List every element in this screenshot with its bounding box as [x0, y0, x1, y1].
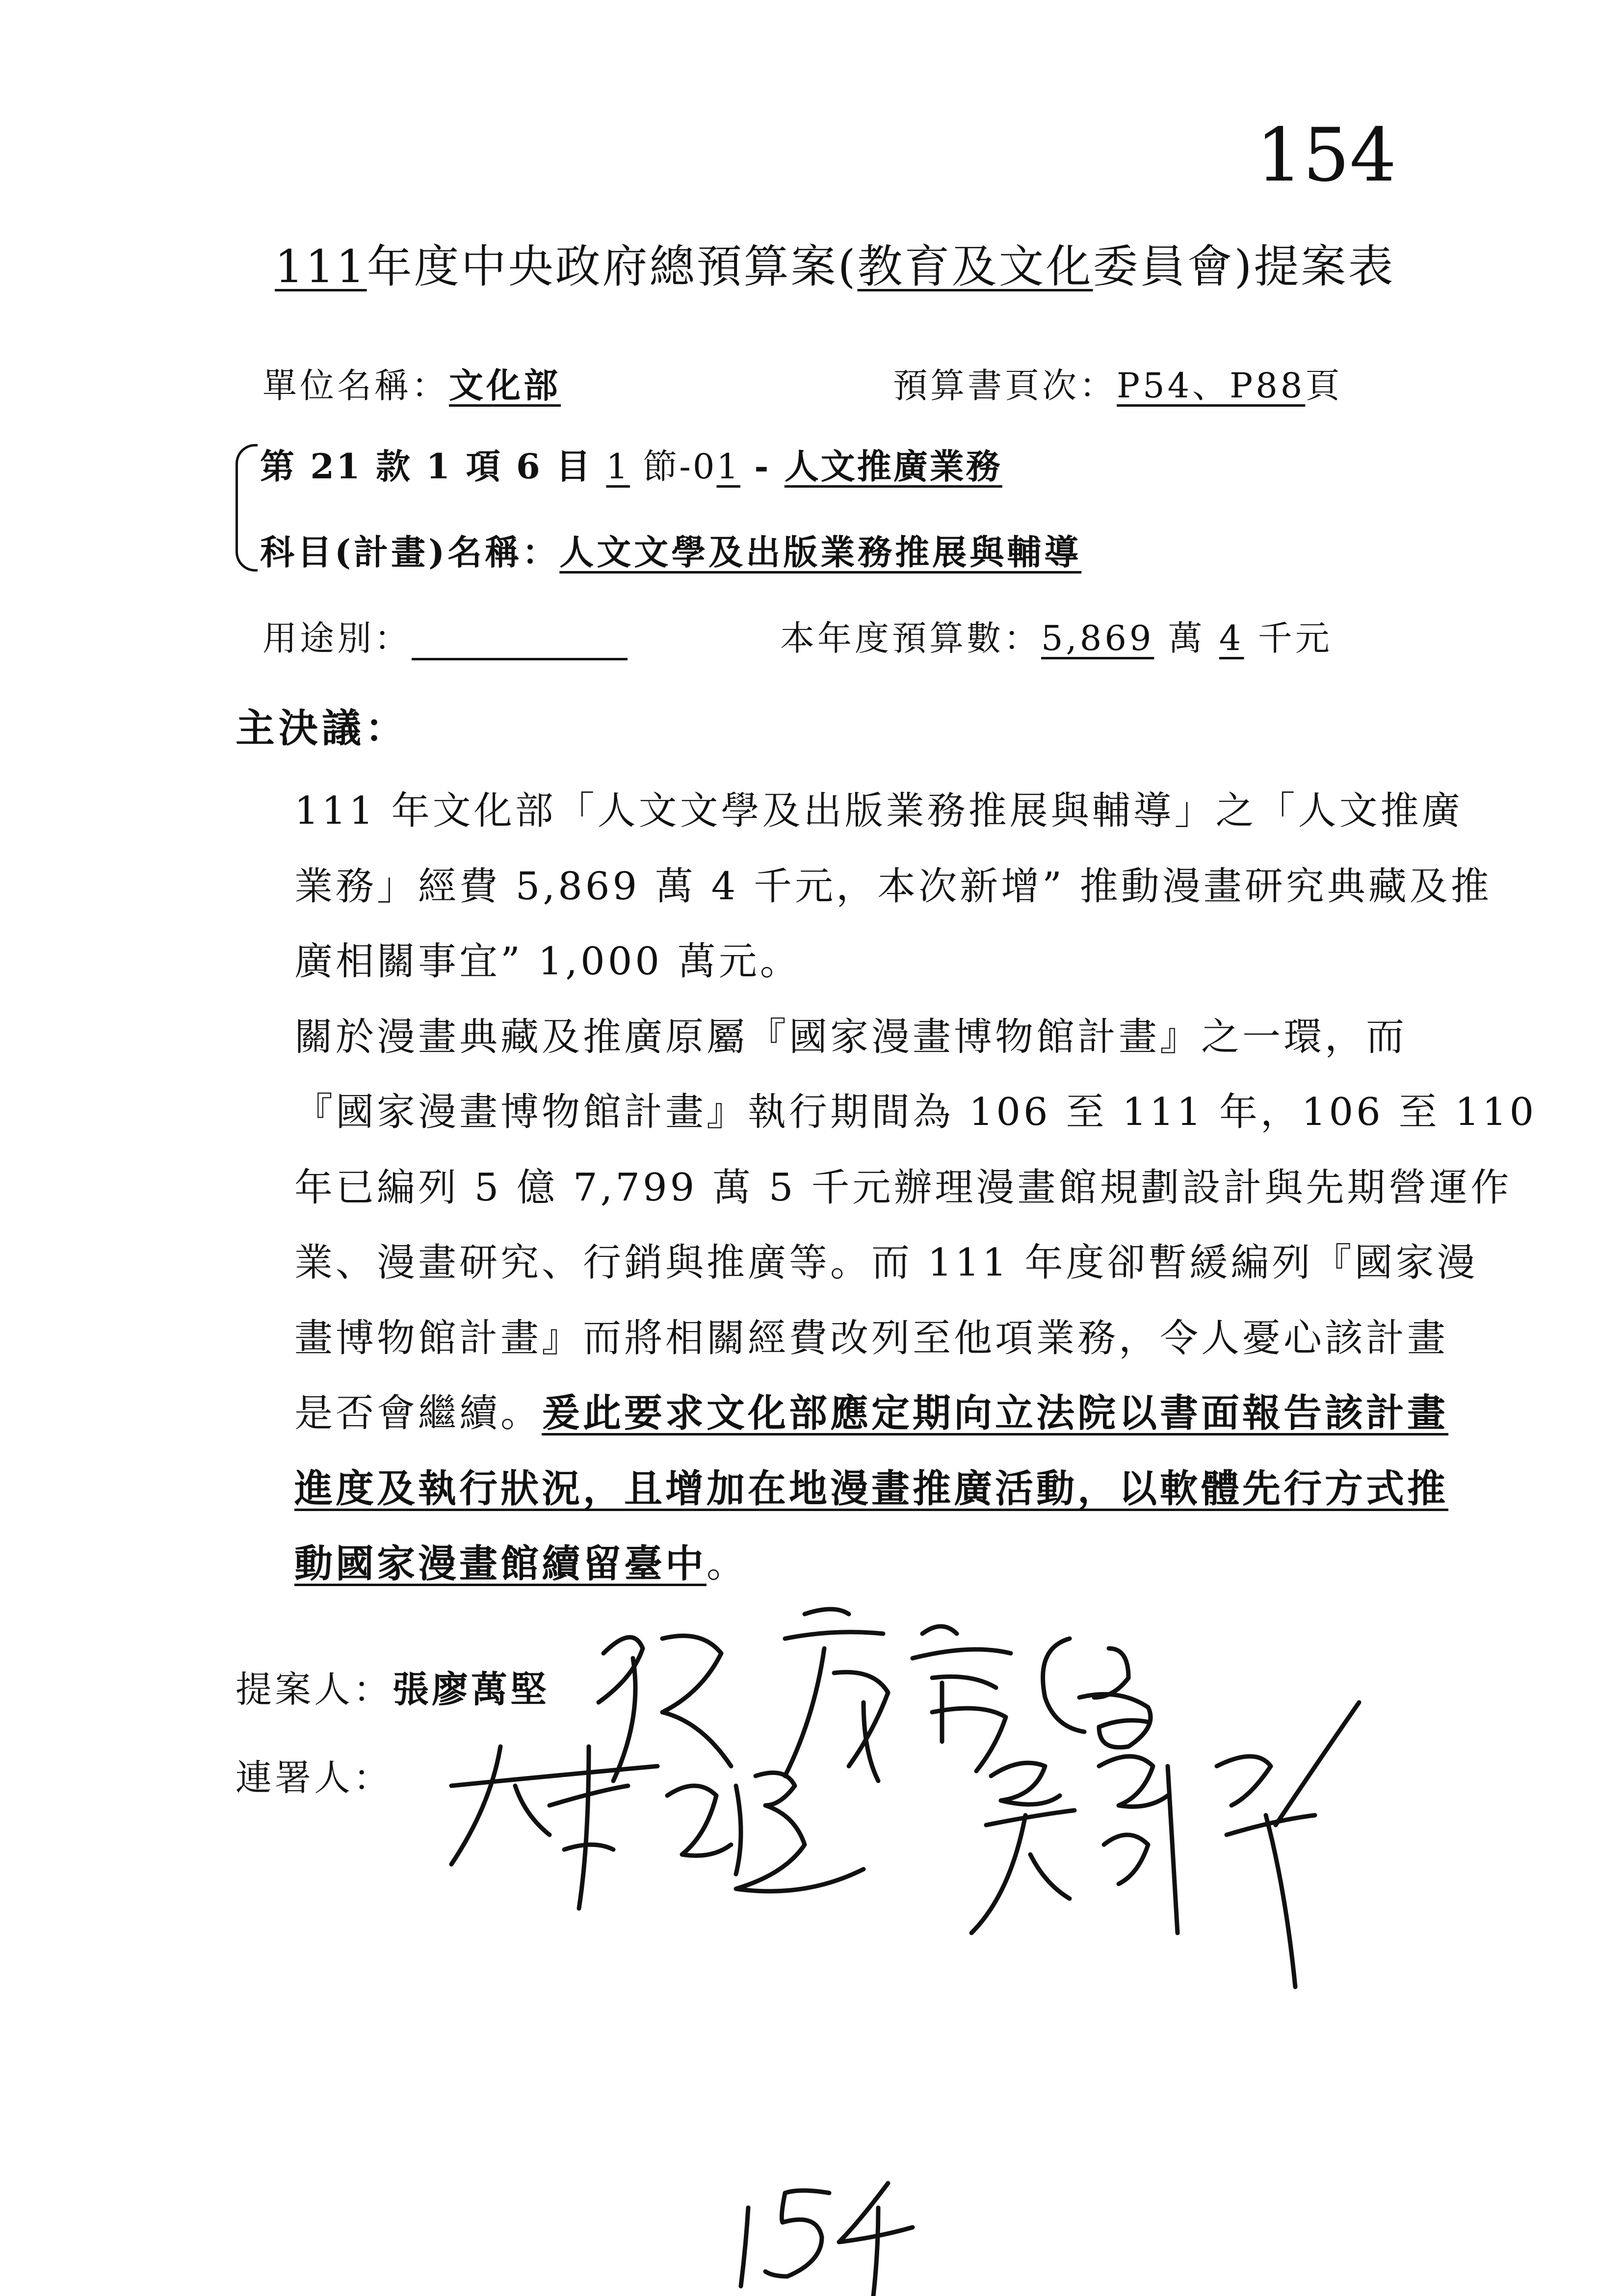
- resolution-text: 是否會繼續。: [294, 1391, 542, 1435]
- usage-label: 用途別：: [262, 618, 412, 658]
- item-code-name: 人文推廣業務: [784, 446, 1002, 487]
- item-code-prefix: 第 21 款 1 項 6 目: [260, 446, 606, 487]
- signature-cosigner-1: [451, 1747, 864, 1908]
- resolution-text: 業、漫畫研究、行銷與推廣等。而 111 年度卻暫緩編列『國家漫: [294, 1241, 1478, 1285]
- handwritten-page-number: [741, 2183, 913, 2296]
- page-number: 154: [1256, 113, 1397, 198]
- annual-budget-unit1: 萬: [1154, 618, 1219, 658]
- resolution-text: 關於漫畫典藏及推廣原屬『國家漫畫博物館計畫』之一環，而: [294, 1015, 1408, 1059]
- program-value: 人文文學及出版業務推展與輔導: [559, 532, 1082, 573]
- resolution-text: 111 年文化部「人文文學及出版業務推展與輔導」之「人文推廣: [294, 789, 1463, 833]
- resolution-emphasis-text: 動國家漫畫館續留臺中: [294, 1541, 707, 1586]
- item-code-dash: -: [740, 446, 785, 487]
- item-code-mid: 節-0: [629, 446, 717, 487]
- signature-proposer: [599, 1609, 1151, 1781]
- annual-budget-label: 本年度預算數：: [780, 618, 1041, 658]
- item-code-section: 1: [606, 446, 630, 487]
- unit-value: 文化部: [449, 365, 561, 406]
- resolution-text: 年已編列 5 億 7,799 萬 5 千元辦理漫畫館規劃設計與先期營運作: [294, 1165, 1512, 1210]
- signature-cosigner-2: [971, 1702, 1359, 1987]
- resolution-text: 廣相關事宜” 1,000 萬元。: [294, 939, 801, 984]
- resolution-emphasis-text: 爰此要求文化部應定期向立法院以書面報告該計畫: [542, 1391, 1449, 1435]
- resolution-text: 畫博物館計畫』而將相關經費改列至他項業務，令人憂心該計畫: [294, 1316, 1449, 1360]
- resolution-text: 『國家漫畫博物館計畫』執行期間為 106 至 111 年，106 至 110: [294, 1090, 1537, 1134]
- item-code-sub: 1: [716, 446, 740, 487]
- title-year: 111: [275, 240, 367, 293]
- annual-budget-thousands: 4: [1219, 618, 1244, 658]
- main-resolution-heading: 主決議：: [236, 705, 408, 751]
- resolution-text: 業務」經費 5,869 萬 4 千元，本次新增” 推動漫畫研究典藏及推: [294, 864, 1492, 909]
- title-part2: 委員會)提案表: [1093, 240, 1395, 293]
- unit-label: 單位名稱：: [262, 365, 449, 406]
- resolution-emphasis-text: 進度及執行狀況，且增加在地漫畫推廣活動，以軟體先行方式推: [294, 1466, 1449, 1511]
- proposer-value: 張廖萬堅: [393, 1669, 550, 1711]
- annual-budget-unit2: 千元: [1244, 618, 1333, 658]
- cosigners-label: 連署人：: [236, 1757, 393, 1799]
- title-committee: 教育及文化: [857, 240, 1093, 293]
- annual-budget-amount: 5,869: [1041, 618, 1154, 658]
- title-part1: 年度中央政府總預算案(: [367, 240, 858, 293]
- budget-pages-label: 預算書頁次：: [893, 365, 1117, 406]
- budget-pages-suffix: 頁: [1305, 365, 1343, 406]
- resolution-text: 。: [707, 1542, 748, 1586]
- program-label: 科目(計畫)名稱：: [260, 532, 560, 573]
- proposer-label: 提案人：: [236, 1669, 393, 1711]
- budget-pages-value: P54、P88: [1117, 365, 1306, 406]
